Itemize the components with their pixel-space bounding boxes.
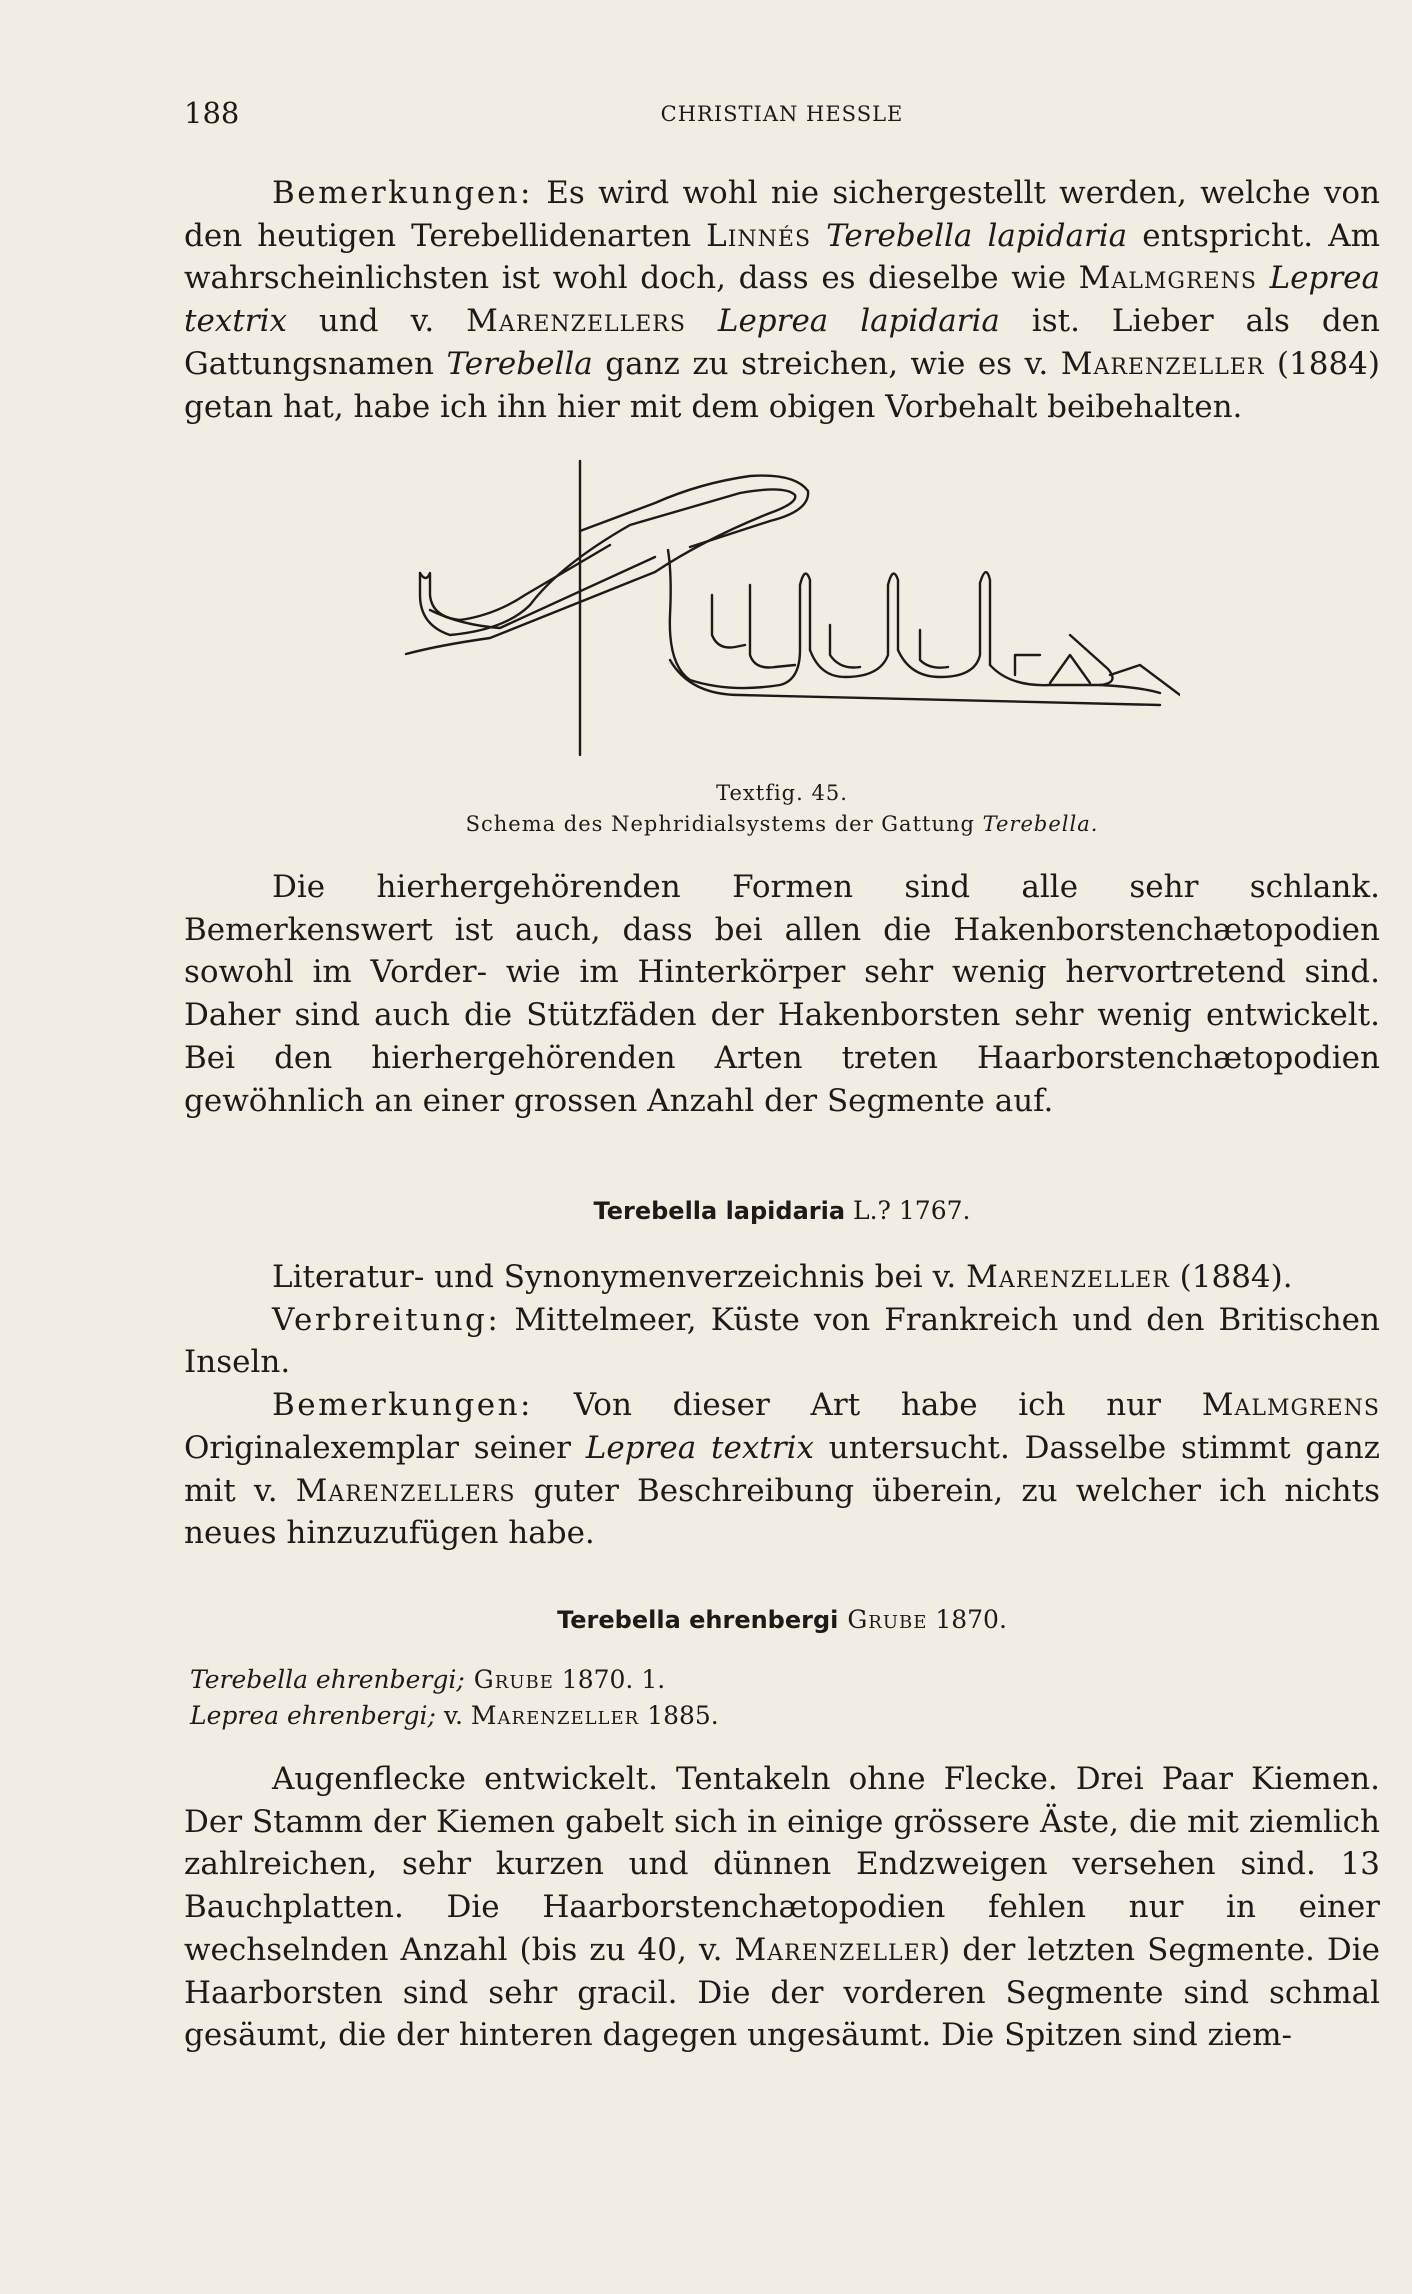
taxon-name: Leprea textrix: [585, 1429, 814, 1466]
species-heading-ehrenbergi: Terebella ehrenbergi Grube 1870.: [557, 1605, 1007, 1634]
synonym-entry: Terebella ehrenbergi; Grube 1870. 1.: [190, 1665, 666, 1694]
page-number: 188: [184, 96, 240, 130]
taxon-name: Leprea textrix: [184, 260, 1380, 340]
figure-label: Textfig. 45.: [716, 781, 848, 805]
figure-caption: Textfig. 45. Schema des Nephridialsystems der Gattung Terebella.: [184, 778, 1380, 840]
author-name: Malmgrens: [1078, 260, 1257, 297]
species-ehrenbergi-description: Augenflecke entwickelt. Tentakeln ohne Flecke. Drei Paar Kiemen. Der Stamm der Kiemen gabelt sich in einige grössere Äste, die mit ziemlich zahlreichen, sehr kurzen und dünnen Endzweigen versehen sind. 13 Bauchplatten. Die Haarborstenchætopodien fehlen nur in einer wechselnden Anzahl (bis zu 40, v. Marenzeller) der letzten Segmente. Die Haarborsten sind sehr gracil. Die der vorderen Segmente sind schmal gesäumt, die der hinteren dagegen ungesäumt. Die Spitzen sind ziem-: [184, 1761, 1380, 2054]
author-name: Malmgrens: [1201, 1387, 1380, 1424]
author-name: Marenzellers: [295, 1472, 516, 1509]
paragraph-remarks-genus: Bemerkungen: Es wird wohl nie sichergestellt werden, welche von den heutigen Terebellidenarten Linnés Terebella lapidaria entspricht. Am wahrscheinlichsten ist wohl doch, dass es dieselbe wie Malmgrens Leprea textrix und v. Marenzellers Leprea lapidaria ist. Lieber als den Gattungsnamen Terebella ganz zu streichen, wie es v. Marenzeller (1884) getan hat, habe ich ihn hier mit dem obigen Vorbehalt beibehalten.: [184, 175, 1380, 425]
species-heading-lapidaria: Terebella lapidaria L.? 1767.: [593, 1196, 971, 1225]
remarks-label: Bemerkungen:: [272, 1387, 534, 1424]
author-name: Marenzellers: [466, 303, 686, 340]
author-name: Marenzeller: [966, 1259, 1170, 1295]
author-name: Marenzeller: [1060, 345, 1265, 382]
synonym-entry: Leprea ehrenbergi; v. Marenzeller 1885.: [190, 1701, 719, 1730]
page-header: [184, 96, 1380, 136]
taxon-name: Terebella: [446, 345, 593, 382]
paragraph-genus-description: Die hierhergehörenden Formen sind alle sehr schlank. Bemerkenswert ist auch, dass bei allen die Hakenborstenchætopodien sowohl im Vorder- wie im Hinterkörper sehr wenig hervortretend sind. Daher sind auch die Stützfäden der Hakenborsten sehr wenig entwickelt. Bei den hierhergehörenden Arten treten Haarborstenchætopodien gewöhnlich an einer grossen Anzahl der Segmente auf.: [184, 869, 1380, 1119]
synonymy-list: [190, 1662, 1380, 1734]
taxon-name: Terebella lapidaria: [826, 217, 1128, 254]
species-lapidaria-text: Literatur- und Synonymenverzeichnis bei v. Marenzeller (1884). Verbreitung: Mittelmeer, Küste von Frankreich und den Britischen Inseln. Bemerkungen: Von dieser Art habe ich nur Malmgrens Originalexemplar seiner Leprea textrix untersucht. Dasselbe stimmt ganz mit v. Marenzellers guter Beschreibung überein, zu welcher ich nichts neues hinzuzufügen habe.: [184, 1259, 1380, 1552]
running-head: CHRISTIAN HESSLE: [660, 102, 904, 126]
remarks-label: Bemerkungen:: [272, 175, 534, 211]
author-name: Linnés: [706, 217, 812, 254]
taxon-name: Leprea lapidaria: [717, 303, 1000, 340]
author-name: Marenzeller: [734, 1931, 939, 1968]
distribution-label: Verbreitung:: [272, 1301, 501, 1338]
nephridial-schema-figure: [400, 455, 1180, 770]
caption-genus: Terebella.: [982, 812, 1099, 836]
